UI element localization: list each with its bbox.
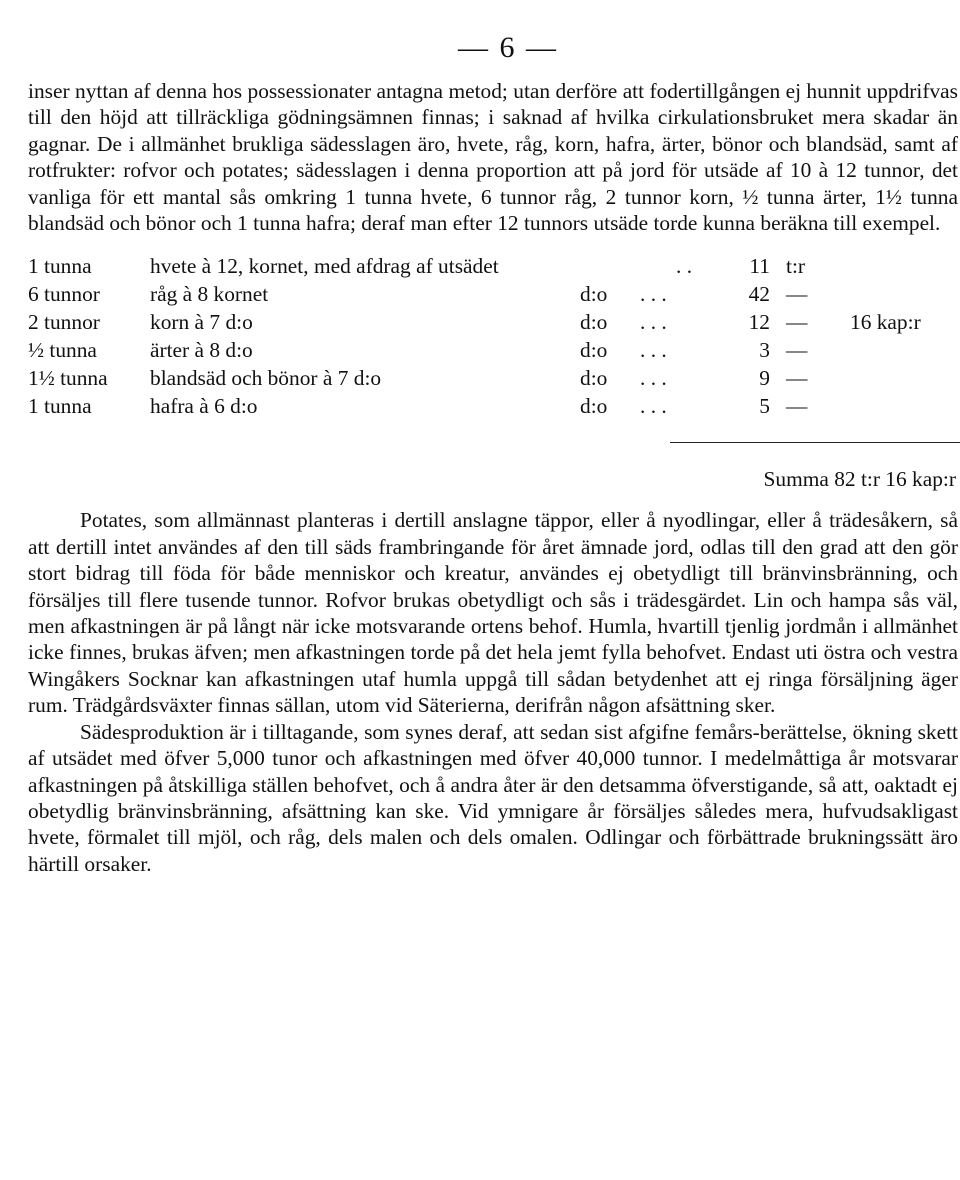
row-unit: — <box>786 366 808 391</box>
page-number: — 6 — <box>458 31 558 64</box>
row-quantity: 1½ tunna <box>28 366 108 391</box>
paragraph-potates: Potates, som allmännast planteras i dertill anslagne täppor, eller å nyodlingar, eller å trädesåkern, så att dertill intet användes af den till säds frambringande för året ämnade jord, odlas till den grad att den gör stort bidrag till föda för både menniskor och kreatur, användes ej obetydligt till bränvinsbränning, och försäljes till flere tusende tunnor. Rofvor brukas obetydligt och sås i trädesgärdet. Lin och hampa sås väl, men afkastningen är på långt när icke motsvarande ortens behof. Humla, hvartill tjenlig jordmån i allmänhet icke finnes, brukas äfven; men afkastningen torde på det hela jemt fylla behofvet. Endast uti östra och vestra Wingåkers Socknar kan afkastningen utaf humla uppgå till sådan betydenhet att ej ringa försäljning äger rum. Trädgårdsväxter finnas sällan, utom vid Säterierna, derifrån någon afsättning sker. <box>28 508 958 718</box>
kappar-side-note: 16 kap:r <box>850 310 921 335</box>
row-unit: — <box>786 310 808 335</box>
row-ditto: d:o <box>580 394 608 419</box>
row-ditto: d:o <box>580 338 608 363</box>
summa-line: Summa 82 t:r 16 kap:r <box>763 467 956 492</box>
row-description: hvete à 12, kornet, med afdrag af utsädet <box>150 254 499 279</box>
row-quantity: 2 tunnor <box>28 310 100 335</box>
row-unit: t:r <box>786 254 806 279</box>
row-quantity: 6 tunnor <box>28 282 100 307</box>
body-text <box>28 507 958 877</box>
row-amount: 11 <box>749 254 770 279</box>
row-unit: — <box>786 338 808 363</box>
row-quantity: 1 tunna <box>28 254 92 279</box>
row-ditto: d:o <box>580 282 608 307</box>
row-dots: . . . <box>640 338 667 363</box>
row-unit: — <box>786 282 808 307</box>
row-amount: 12 <box>748 310 770 335</box>
row-description: hafra à 6 d:o <box>150 394 258 419</box>
row-unit: — <box>786 394 808 419</box>
row-dots: . . <box>676 254 693 279</box>
intro-paragraph <box>28 78 958 236</box>
row-amount: 5 <box>759 394 770 419</box>
document-page <box>28 20 958 877</box>
row-ditto: d:o <box>580 310 608 335</box>
row-dots: . . . <box>640 394 667 419</box>
intro-text: inser nyttan af denna hos possessionater antagna metod; utan derföre att fodertillgången ej hunnit uppdrifvas till den höjd att tillräckliga gödningsämnen finnas; i saknad af hvilka cirkulationsbruket mera skadar än gagnar. De i allmänhet brukliga sädesslagen äro, hvete, råg, korn, hafra, ärter, bönor och blandsäd, samt af rotfrukter: rofvor och potates; sädesslagen i denna proportion att på jord för utsäde af 10 à 12 tunnor, det vanliga för ett mantal sås omkring 1 tunna hvete, 6 tunnor råg, 2 tunnor korn, ½ tunna ärter, 1½ tunna blandsäd och bönor och 1 tunna hafra; deraf man efter 12 tunnors utsäde torde kunna beräkna till exempel. <box>28 79 958 236</box>
row-amount: 3 <box>759 338 770 363</box>
row-dots: . . . <box>640 310 667 335</box>
row-dots: . . . <box>640 282 667 307</box>
row-dots: . . . <box>640 366 667 391</box>
row-quantity: 1 tunna <box>28 394 92 419</box>
row-amount: 9 <box>759 366 770 391</box>
row-description: blandsäd och bönor à 7 d:o <box>150 366 382 391</box>
yield-table <box>28 252 958 457</box>
row-ditto: d:o <box>580 366 608 391</box>
row-quantity: ½ tunna <box>28 338 97 363</box>
row-amount: 42 <box>748 282 770 307</box>
row-description: råg à 8 kornet <box>150 282 269 307</box>
row-description: ärter à 8 d:o <box>150 338 253 363</box>
paragraph-sadesproduktion: Sädesproduktion är i tilltagande, som synes deraf, att sedan sist afgifne femårs-berättelse, ökning skett af utsädet med öfver 5,000 tunor och afkastningen med öfver 40,000 tunnor. I medelmåttiga år motsvarar afkastningen på åtskilliga ställen behofvet, och å andra åter är den detsamma öfverstigande, så att, oaktadt ej obetydlig bränvinsbränning, afsättning kan ske. Vid ymnigare år försäljes således mera, hufvudsakligast hvete, förmalet till mjöl, och råg, dels malen och dels omalen. Odlingar och förbättrade brukningssätt äro härtill orsaker. <box>28 719 958 876</box>
summa-rule <box>670 442 960 443</box>
row-description: korn à 7 d:o <box>150 310 253 335</box>
